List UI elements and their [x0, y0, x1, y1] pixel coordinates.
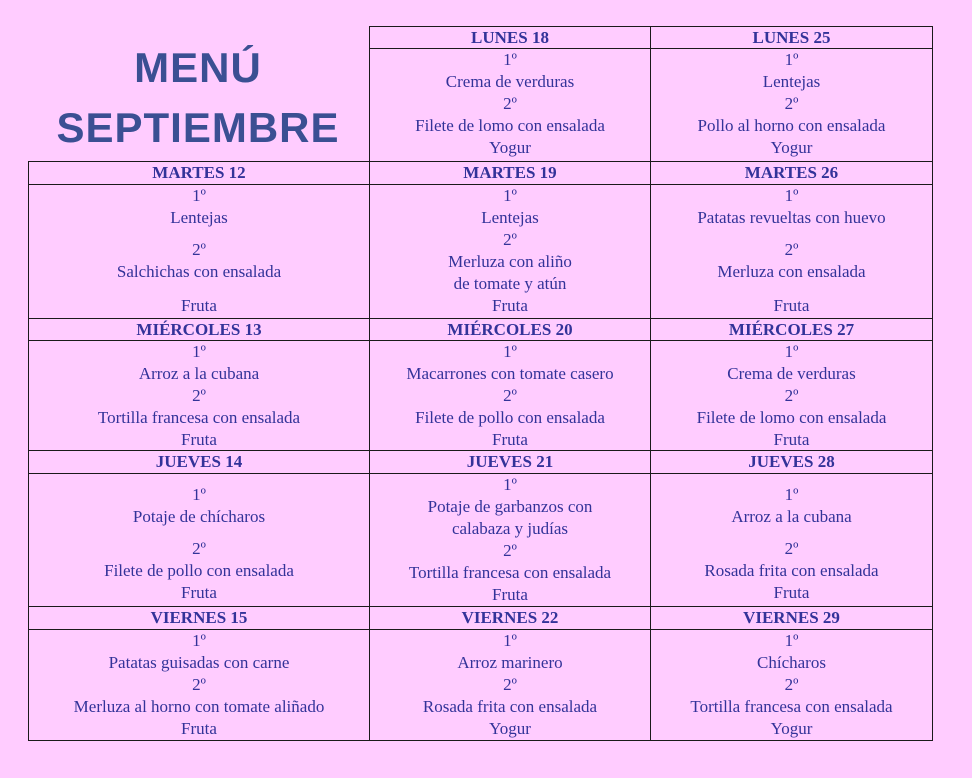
course-number: 2º [192, 240, 206, 259]
course-number: 2º [784, 386, 799, 405]
course-number: 1º [192, 631, 206, 650]
dish-name: Pollo al horno con ensalada [697, 116, 886, 135]
day-menu [28, 473, 370, 607]
dish-name: Fruta [181, 430, 217, 449]
course-number: 1º [503, 631, 517, 650]
dish-name: Fruta [181, 719, 217, 738]
dish-name: Tortilla francesa con ensalada [690, 697, 893, 716]
day-header: VIERNES 22 [369, 606, 651, 630]
dish-name: Filete de pollo con ensalada [104, 561, 294, 580]
day-header: LUNES 25 [650, 26, 933, 49]
dish-name: Fruta [181, 583, 217, 602]
dish-name: Crema de verduras [727, 364, 856, 383]
course-number: 1º [784, 485, 799, 504]
dish-name: calabaza y judías [451, 519, 569, 538]
course-number: 2º [784, 94, 799, 113]
day-header: LUNES 18 [369, 26, 651, 49]
day-menu [650, 473, 933, 607]
dish-name: Rosada frita con ensalada [422, 697, 598, 716]
course-number: 1º [784, 186, 799, 205]
dish-name: Filete de lomo con ensalada [696, 408, 887, 427]
day-header: MIÉRCOLES 13 [28, 318, 370, 341]
title-line-2: SEPTIEMBRE [56, 104, 340, 151]
dish-name: Yogur [770, 138, 813, 157]
day-menu [369, 184, 651, 319]
course-number: 2º [784, 539, 799, 558]
dish-name: Fruta [773, 430, 810, 449]
day-header: MARTES 12 [28, 161, 370, 185]
dish-name: Potaje de chícharos [132, 507, 266, 526]
day-header: JUEVES 21 [369, 450, 651, 474]
dish-name: Fruta [773, 296, 810, 315]
day-header: VIERNES 29 [650, 606, 933, 630]
dish-name: Fruta [773, 583, 810, 602]
dish-name: Fruta [492, 296, 528, 315]
dish-name: Merluza con aliño [448, 252, 572, 271]
day-menu [28, 184, 370, 319]
day-header: MARTES 26 [650, 161, 933, 185]
dish-name: Lentejas [481, 208, 539, 227]
dish-name: Yogur [770, 719, 813, 738]
day-menu [650, 629, 933, 741]
course-number: 1º [503, 50, 517, 69]
course-number: 2º [192, 386, 206, 405]
menu-title [28, 38, 368, 158]
dish-name: Lentejas [170, 208, 228, 227]
course-number: 1º [784, 342, 799, 361]
course-number: 2º [503, 94, 517, 113]
dish-name: Chícharos [757, 653, 826, 672]
course-number: 2º [784, 675, 799, 694]
dish-name: Filete de pollo con ensalada [415, 408, 605, 427]
dish-name: Tortilla francesa con ensalada [97, 408, 301, 427]
course-number: 1º [192, 485, 206, 504]
day-menu [650, 184, 933, 319]
day-header: JUEVES 14 [28, 450, 370, 474]
day-header: MIÉRCOLES 27 [650, 318, 933, 341]
day-menu [28, 629, 370, 741]
day-header: VIERNES 15 [28, 606, 370, 630]
course-number: 2º [784, 240, 799, 259]
dish-name: Arroz a la cubana [138, 364, 260, 383]
day-menu [650, 48, 933, 162]
dish-name: Merluza con ensalada [717, 262, 866, 281]
course-number: 1º [784, 50, 799, 69]
dish-name: Rosada frita con ensalada [704, 561, 879, 580]
day-menu [650, 340, 933, 451]
dish-name: Macarrones con tomate casero [406, 364, 614, 383]
course-number: 2º [192, 675, 206, 694]
dish-name: Salchichas con ensalada [116, 262, 282, 281]
dish-name: Fruta [492, 430, 528, 449]
dish-name: Crema de verduras [445, 72, 575, 91]
day-header: MARTES 19 [369, 161, 651, 185]
day-header: MIÉRCOLES 20 [369, 318, 651, 341]
dish-name: Arroz marinero [457, 653, 563, 672]
dish-name: Arroz a la cubana [731, 507, 852, 526]
dish-name: Yogur [489, 719, 531, 738]
day-menu [369, 629, 651, 741]
dish-name: Potaje de garbanzos con [427, 497, 593, 516]
course-number: 2º [192, 539, 206, 558]
course-number: 2º [503, 541, 517, 560]
dish-name: Patatas revueltas con huevo [697, 208, 886, 227]
day-header: JUEVES 28 [650, 450, 933, 474]
dish-name: Tortilla francesa con ensalada [408, 563, 612, 582]
course-number: 2º [503, 230, 517, 249]
dish-name: Filete de lomo con ensalada [415, 116, 605, 135]
course-number: 2º [503, 386, 517, 405]
dish-name: Fruta [181, 296, 217, 315]
course-number: 1º [192, 186, 206, 205]
day-menu [369, 473, 651, 607]
title-line-1: MENÚ [134, 44, 262, 91]
dish-name: Lentejas [762, 72, 821, 91]
day-menu [369, 340, 651, 451]
day-menu [369, 48, 651, 162]
course-number: 1º [503, 342, 517, 361]
course-number: 1º [784, 631, 799, 650]
course-number: 1º [503, 475, 517, 494]
course-number: 1º [192, 342, 206, 361]
dish-name: Merluza al horno con tomate aliñado [73, 697, 325, 716]
dish-name: Yogur [489, 138, 531, 157]
course-number: 2º [503, 675, 517, 694]
dish-name: Patatas guisadas con carne [108, 653, 290, 672]
dish-name: Fruta [492, 585, 528, 604]
course-number: 1º [503, 186, 517, 205]
day-menu [28, 340, 370, 451]
dish-name: de tomate y atún [453, 274, 567, 293]
